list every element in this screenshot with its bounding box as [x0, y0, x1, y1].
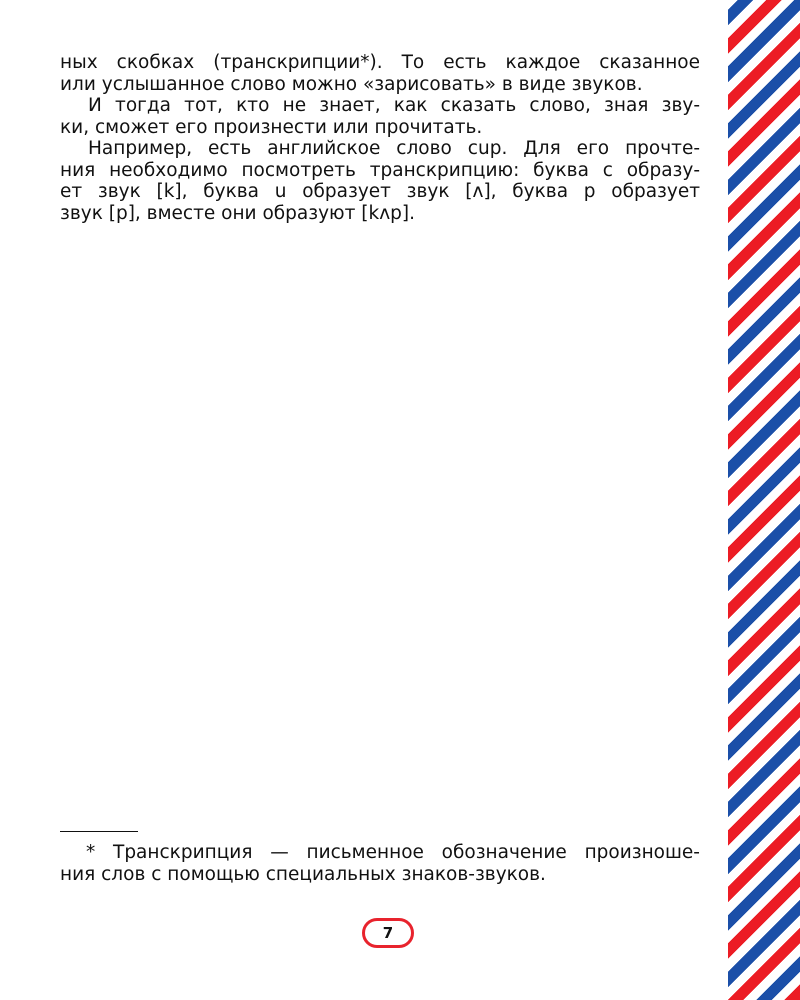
text-line: звук [p], вместе они образуют [kʌp].: [60, 202, 415, 224]
text-line: ния необходимо посмотреть транскрипцию: буква c образу-: [60, 159, 700, 181]
decorative-stripe-border: [728, 0, 800, 1000]
footnote: [60, 842, 700, 885]
page-number: 7: [362, 918, 414, 948]
text-line: или услышанное слово можно «зарисовать» в виде звуков.: [60, 73, 643, 95]
body-text: [60, 52, 700, 224]
text-line: ки, сможет его произнести или прочитать.: [60, 116, 483, 138]
footnote-line: ния слов с помощью специальных знаков-звуков.: [60, 863, 546, 885]
text-line: ет звук [k], буква u образует звук [ʌ], буква p образует: [60, 181, 700, 202]
text-line: Например, есть английское слово cup. Для его прочте-: [88, 138, 700, 159]
footnote-divider: [60, 831, 138, 832]
footnote-line: * Транскрипция — письменное обозначение произноше-: [86, 842, 700, 863]
text-line: И тогда тот, кто не знает, как сказать слово, зная зву-: [88, 95, 700, 116]
text-line: ных скобках (транскрипции*). То есть каждое сказанное: [60, 52, 700, 73]
